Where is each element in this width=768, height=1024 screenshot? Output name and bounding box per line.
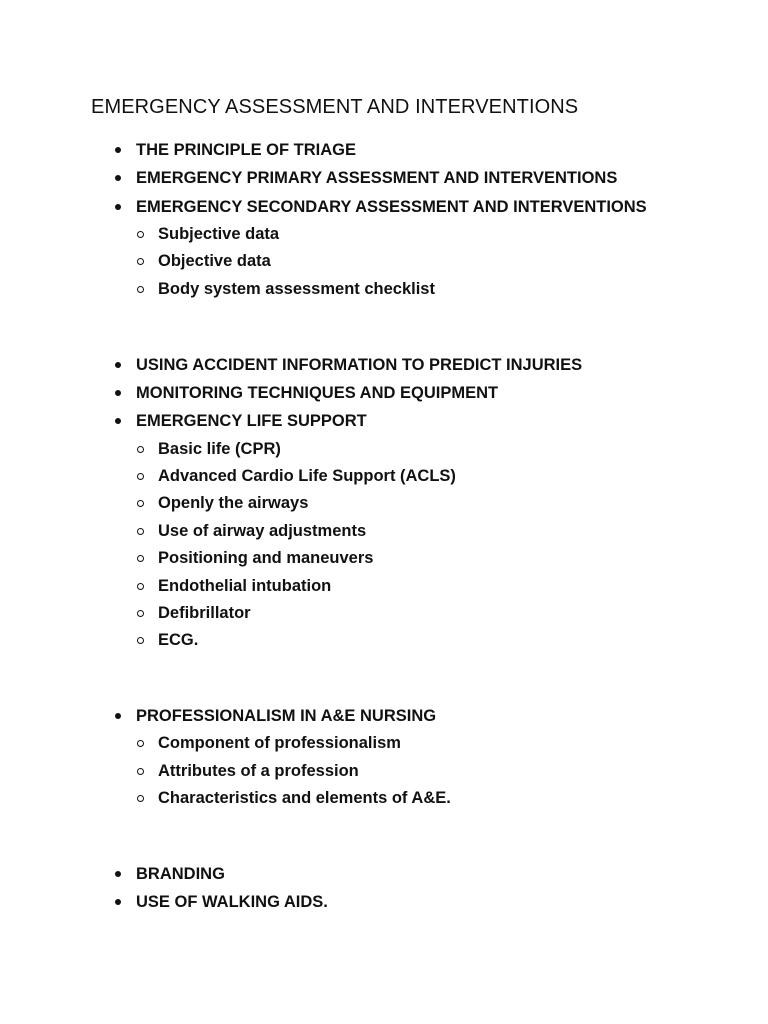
sub-bullet-icon — [137, 231, 144, 238]
sub-list-item: Body system assessment checklist — [158, 280, 435, 298]
sub-bullet-icon — [137, 795, 144, 802]
list-item: PROFESSIONALISM IN A&E NURSING — [136, 707, 437, 725]
sub-bullet-icon — [137, 446, 144, 453]
bullet-icon — [115, 871, 121, 877]
sub-list-item: Openly the airways — [158, 494, 309, 512]
list-item: EMERGENCY PRIMARY ASSESSMENT AND INTERVENTIONS — [136, 169, 618, 187]
list-item: EMERGENCY LIFE SUPPORT — [136, 412, 367, 430]
list-item: USE OF WALKING AIDS. — [136, 893, 328, 911]
bullet-icon — [115, 175, 121, 181]
list-item: EMERGENCY SECONDARY ASSESSMENT AND INTERVENTIONS — [136, 198, 647, 216]
sub-list-item: Objective data — [158, 252, 271, 270]
bullet-icon — [115, 362, 121, 368]
sub-list-item: Positioning and maneuvers — [158, 549, 374, 567]
sub-bullet-icon — [137, 286, 144, 293]
sub-bullet-icon — [137, 610, 144, 617]
list-item: USING ACCIDENT INFORMATION TO PREDICT INJURIES — [136, 356, 583, 374]
sub-list-item: Defibrillator — [158, 604, 251, 622]
bullet-icon — [115, 147, 121, 153]
list-item: THE PRINCIPLE OF TRIAGE — [136, 141, 357, 159]
sub-list-item: Component of professionalism — [158, 734, 401, 752]
sub-list-item: Characteristics and elements of A&E. — [158, 789, 451, 807]
sub-bullet-icon — [137, 740, 144, 747]
sub-bullet-icon — [137, 258, 144, 265]
sub-list-item: Use of airway adjustments — [158, 522, 367, 540]
list-item: MONITORING TECHNIQUES AND EQUIPMENT — [136, 384, 499, 402]
bullet-icon — [115, 899, 121, 905]
bullet-icon — [115, 204, 121, 210]
sub-bullet-icon — [137, 555, 144, 562]
sub-bullet-icon — [137, 528, 144, 535]
bullet-icon — [115, 418, 121, 424]
sub-list-item: ECG. — [158, 631, 199, 649]
sub-list-item: Advanced Cardio Life Support (ACLS) — [158, 467, 456, 485]
document-title: EMERGENCY ASSESSMENT AND INTERVENTIONS — [91, 96, 579, 118]
sub-list-item: Endothelial intubation — [158, 577, 332, 595]
sub-bullet-icon — [137, 637, 144, 644]
sub-bullet-icon — [137, 768, 144, 775]
sub-list-item: Attributes of a profession — [158, 762, 359, 780]
bullet-icon — [115, 390, 121, 396]
sub-bullet-icon — [137, 500, 144, 507]
list-item: BRANDING — [136, 865, 225, 883]
sub-bullet-icon — [137, 473, 144, 480]
bullet-icon — [115, 713, 121, 719]
sub-list-item: Basic life (CPR) — [158, 440, 281, 458]
sub-list-item: Subjective data — [158, 225, 280, 243]
sub-bullet-icon — [137, 583, 144, 590]
